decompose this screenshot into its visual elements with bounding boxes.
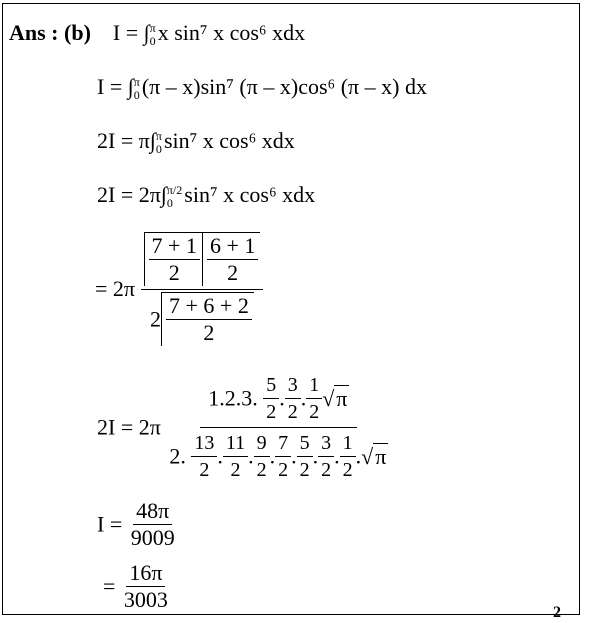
product-dot: . <box>291 443 297 469</box>
equation-line-2: I = ∫ π 0 (π – x)sin⁷ (π – x)cos⁶ (π – x) dx <box>97 74 427 102</box>
denominator-fraction: $\frac{11}{2}$ <box>223 430 248 483</box>
equation-line-1 <box>9 20 305 48</box>
equation-line-8: = $\frac{16\pi}{3003}$ <box>103 560 171 613</box>
equation-line-3: 2I = π∫ π 0 sin⁷ x cos⁶ xdx <box>97 128 295 156</box>
integral-limits: π 0 <box>133 74 140 102</box>
integral-limits: π 0 <box>149 20 156 48</box>
denominator-fraction: $\frac{1}{2}$ <box>340 430 356 483</box>
page-corner-mark: 2 <box>553 604 561 621</box>
product-dot: . <box>334 443 340 469</box>
gamma-fraction: $\frac{7 + 1}{2}$ $\frac{6 + 1}{2}$ 2 $\frac{7 + 6 + 2}{2}$ <box>141 232 264 346</box>
numerator-fraction: $\frac{5}{2}$ <box>263 372 279 425</box>
sqrt-pi: √π <box>361 443 387 469</box>
result-fraction-1: $\frac{48\pi}{9009}$ <box>130 498 175 550</box>
equation-line-7: I = $\frac{48\pi}{9009}$ <box>97 498 178 551</box>
product-dot: . <box>269 443 276 469</box>
denominator-fraction: $\frac{3}{2}$ <box>318 430 334 483</box>
numerator-fraction: $\frac{1}{2}$ <box>306 372 322 425</box>
product-dot: . <box>248 443 254 469</box>
equation-line-6: 2I = 2π 1.2.3. $\frac{5}{2}$ . $\frac{3}{2}$ . $\frac{1}{2}$ √π 2. $\frac{13}{2}$ . $\frac{11}{2}$ . $\frac{9}{2}$ . $\frac{7}{2}$ . $\frac{5}{2}$ . $\frac{3}{2}$ . $\frac{1}{2}$ .√π <box>97 372 391 483</box>
gamma-term-2: $\frac{6 + 1}{2}$ <box>202 232 260 286</box>
product-dot: . <box>279 385 285 411</box>
product-dot: . <box>217 443 223 469</box>
denominator-fraction: $\frac{7}{2}$ <box>275 430 291 483</box>
product-fraction: 1.2.3. $\frac{5}{2}$ . $\frac{3}{2}$ . $\frac{1}{2}$ √π 2. $\frac{13}{2}$ . $\frac{11}{2}$ . $\frac{9}{2}$ . $\frac{7}{2}$ . $\frac{5}{2}$ . $\frac{3}{2}$ . $\frac{1}{2}$ .√π <box>169 374 387 481</box>
integral-expression: I = ∫ π 0 x sin⁷ x cos⁶ xdx <box>112 20 306 48</box>
denominator-fraction: $\frac{13}{2}$ <box>191 430 217 483</box>
integral-limits: π 0 <box>155 128 162 156</box>
product-dot: . <box>312 443 319 469</box>
sqrt-pi: √π <box>322 385 348 411</box>
product-dot: . <box>355 443 362 469</box>
gamma-term-3: $\frac{7 + 6 + 2}{2}$ <box>161 292 254 346</box>
product-dot: . <box>300 385 307 411</box>
numerator-fraction: $\frac{3}{2}$ <box>285 372 301 425</box>
integral-limits: π/2 0 <box>166 182 183 210</box>
equation-line-5: = 2π $\frac{7 + 1}{2}$ $\frac{6 + 1}{2}$ 2 $\frac{7 + 6 + 2}{2}$ <box>95 232 263 346</box>
denominator-fraction: $\frac{9}{2}$ <box>254 430 270 483</box>
equation-line-4: 2I = 2π∫ π/2 0 sin⁷ x cos⁶ xdx <box>97 182 316 210</box>
result-fraction-2: $\frac{16\pi}{3003}$ <box>123 560 168 612</box>
answer-label: Ans : (b) <box>9 20 91 45</box>
gamma-term-1: $\frac{7 + 1}{2}$ <box>144 232 202 286</box>
answer-box <box>2 3 580 621</box>
denominator-fraction: $\frac{5}{2}$ <box>297 430 313 483</box>
